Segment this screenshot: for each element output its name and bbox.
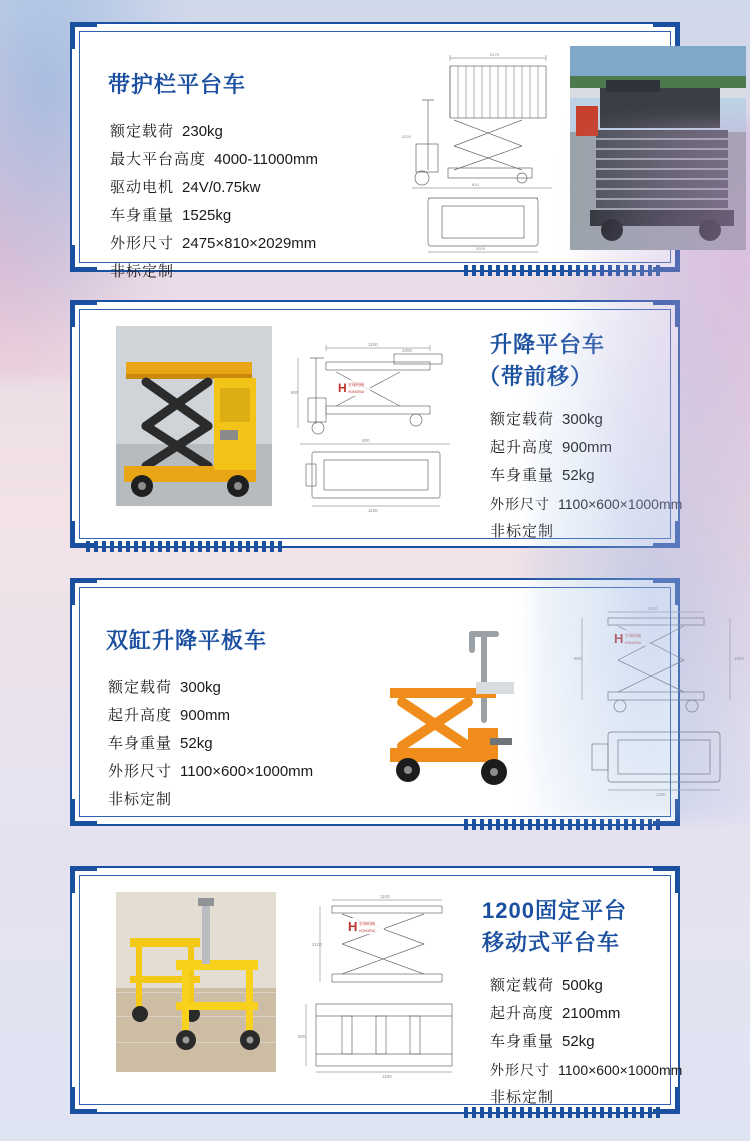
svg-text:HONGRUI: HONGRUI [625,641,642,645]
svg-text:2100: 2100 [312,942,323,947]
spec-label: 起升高度 [108,707,173,724]
spec-value: 52kg [180,735,213,752]
spec-value: 52kg [562,467,595,484]
spec-value: 900mm [180,707,231,724]
spec-label: 非标定制 [110,263,175,280]
spec-row [490,1056,682,1084]
spec-value: 1100×600×1000mm [180,763,314,780]
svg-text:600: 600 [362,438,370,443]
technical-drawing-2 [290,328,470,514]
technical-drawing-1 [372,48,572,256]
spec-label: 车身重量 [110,207,175,224]
svg-text:900: 900 [291,390,299,395]
spec-label: 起升高度 [490,1005,555,1022]
svg-text:1100: 1100 [368,508,378,513]
spec-label: 起升高度 [490,439,555,456]
product-subtitle-2: （带前移） [478,364,594,389]
spec-row [110,174,318,202]
spec-row [108,702,313,730]
spec-row [108,786,313,814]
svg-text:H: H [614,631,624,646]
svg-text:1000: 1000 [402,348,413,353]
spec-row [110,258,318,286]
spec-label: 外形尺寸 [110,235,175,252]
svg-text:900: 900 [574,656,582,661]
product-title-4: 1200固定平台 [482,898,627,923]
spec-row [490,1084,682,1112]
product-title-3: 双缸升降平板车 [106,628,268,653]
spec-label: 外形尺寸 [108,763,173,780]
spec-value: 1100×600×1000mm [558,1062,683,1078]
spec-value: 300kg [180,679,221,696]
spec-label: 非标定制 [490,1089,555,1106]
svg-text:600: 600 [298,1034,306,1039]
spec-row [490,518,682,546]
svg-text:宏瑞机械: 宏瑞机械 [625,633,641,638]
spec-label: 车身重量 [108,735,173,752]
svg-text:1100: 1100 [648,606,658,611]
product-photo-1 [570,46,746,250]
spec-label: 外形尺寸 [490,1062,550,1078]
watermark-text: 宏瑞机械 [348,382,364,387]
spec-row [110,146,318,174]
product-photo-3 [372,610,548,806]
svg-text:1100: 1100 [382,1074,392,1078]
svg-text:1100: 1100 [380,894,390,899]
svg-text:2029: 2029 [402,134,411,139]
svg-text:1000: 1000 [734,656,745,661]
spec-row [490,1000,682,1028]
svg-text:1100: 1100 [656,792,666,797]
spec-value: 1525kg [182,207,232,224]
spec-row [108,730,313,758]
spec-value: 4000-11000mm [214,151,318,168]
spec-value: 300kg [562,411,603,428]
spec-label: 车身重量 [490,467,555,484]
spec-row [490,434,682,462]
product-title-1: 带护栏平台车 [108,72,247,97]
spec-row [108,674,313,702]
svg-text:810: 810 [472,182,479,187]
spec-label: 最大平台高度 [110,151,207,168]
technical-drawing-3 [552,604,750,802]
svg-text:H: H [348,919,358,934]
product-title-2: 升降平台车 [490,332,606,357]
spec-row [490,462,682,490]
svg-text:宏瑞机械: 宏瑞机械 [359,921,375,926]
spec-label: 非标定制 [490,523,555,540]
spec-value: 2100mm [562,1005,621,1022]
svg-text:H: H [338,381,347,395]
product-subtitle-4: 移动式平台车 [482,930,621,955]
spec-value: 1100×600×1000mm [558,496,683,512]
spec-row [490,1028,682,1056]
product-card-2 [70,300,683,548]
svg-text:HONGRUI: HONGRUI [348,390,365,394]
spec-row [490,490,682,518]
product-card-4 [70,866,683,1114]
spec-label: 外形尺寸 [490,496,550,512]
spec-label: 车身重量 [490,1033,555,1050]
svg-text:1100: 1100 [368,342,378,347]
spec-value: 24V/0.75kw [182,179,261,196]
product-card-3 [70,578,745,826]
product-card-1 [70,22,680,280]
spec-value: 230kg [182,123,223,140]
svg-text:HONGRUI: HONGRUI [359,929,376,933]
spec-row [108,758,313,786]
spec-label: 额定载荷 [110,123,175,140]
spec-label: 额定载荷 [490,977,555,994]
spec-row [110,230,318,258]
spec-row [490,406,682,434]
spec-value: 500kg [562,977,603,994]
product-photo-2 [116,326,272,506]
spec-label: 额定载荷 [108,679,173,696]
spec-row [110,118,318,146]
product-photo-4 [116,892,276,1072]
svg-text:2475: 2475 [490,52,499,57]
spec-label: 非标定制 [108,791,173,808]
spec-value: 52kg [562,1033,595,1050]
technical-drawing-4 [290,894,474,1078]
spec-label: 驱动电机 [110,179,175,196]
spec-value: 900mm [562,439,613,456]
spec-row [490,972,682,1000]
spec-row [110,202,318,230]
spec-value: 2475×810×2029mm [182,235,317,252]
spec-label: 额定载荷 [490,411,555,428]
svg-text:2029: 2029 [476,246,485,251]
